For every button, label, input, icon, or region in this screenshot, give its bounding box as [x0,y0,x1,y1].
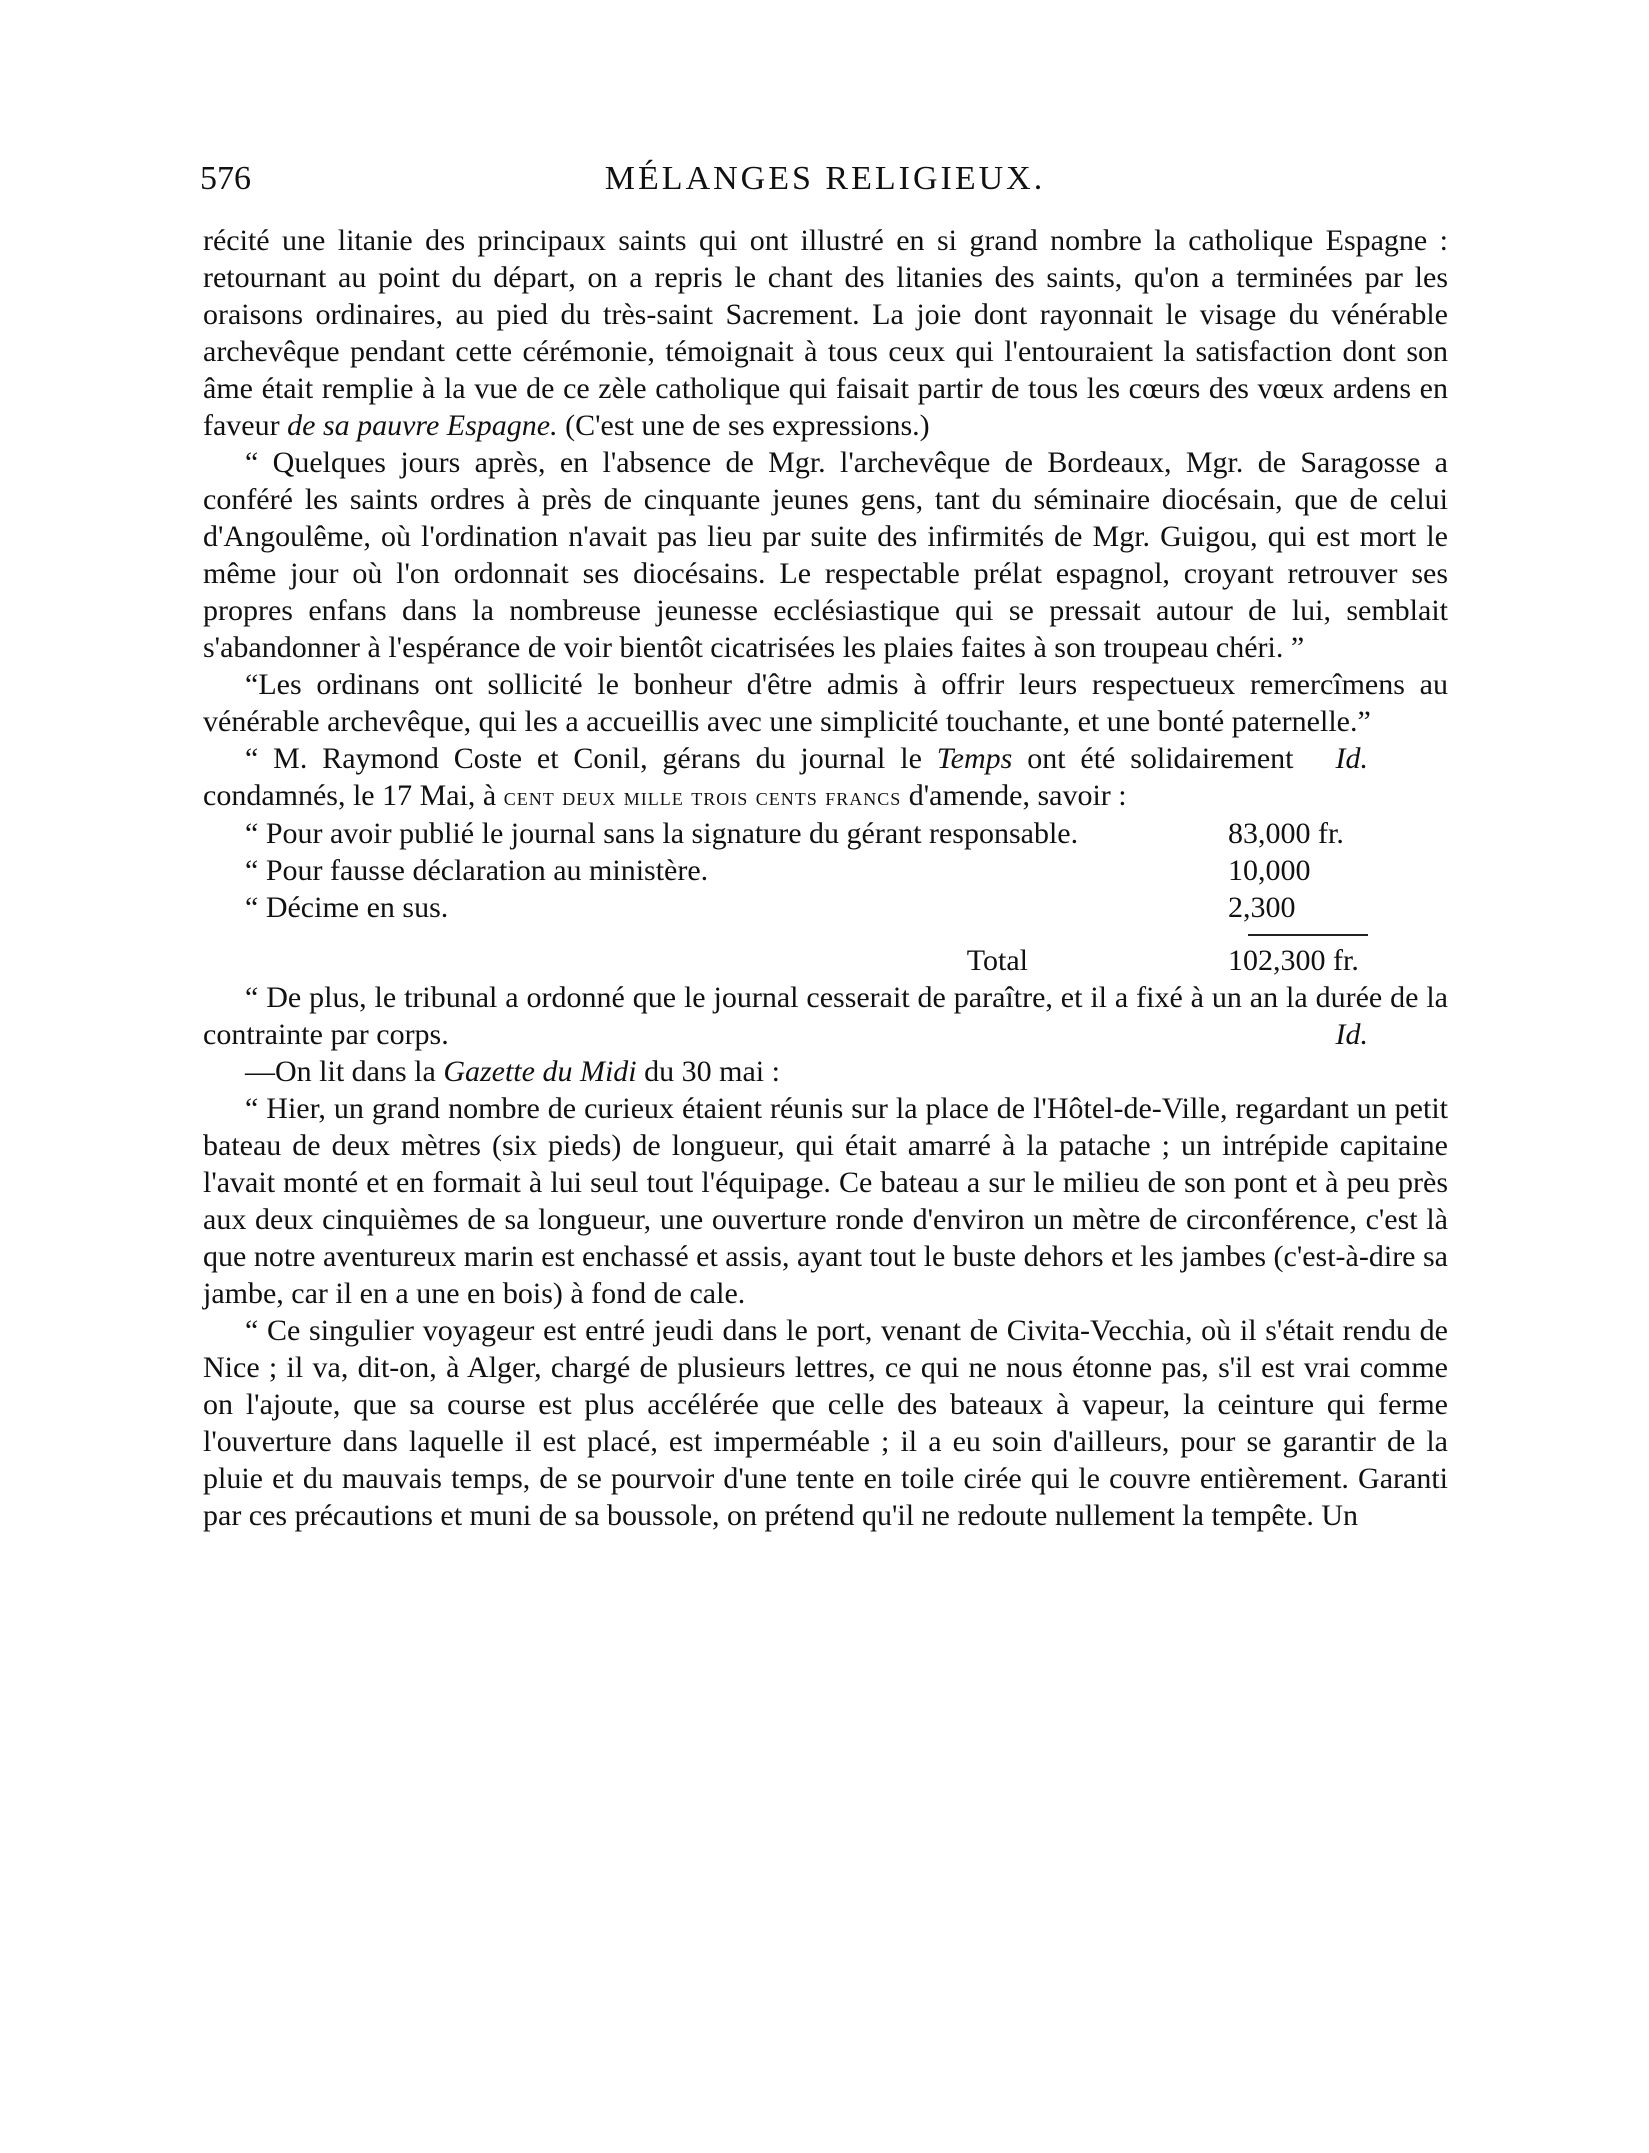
paragraph-fine: “ M. Raymond Coste et Conil, gérans du journal le Temps ont été solidairement condamnés, le 17 Mai, à cent deux mille trois cents francs d'amende, savoir : [203,742,1294,812]
fine-row [203,815,1448,852]
source-citation: Id. [1335,742,1368,775]
paragraph-gazette-intro: —On lit dans la Gazette du Midi du 30 mai : [245,1055,780,1088]
total-label: Total [966,944,1028,977]
paragraph-boat: “ Hier, un grand nombre de curieux étaient réunis sur la place de l'Hôtel-de-Ville, regardant un petit bateau de deux mètres (six pieds) de longueur, qui était amarré à la patache ; un intrépide capitaine l'avait monté et en formait à lui seul tout l'équipage. Ce bateau a sur le milieu de son pont et à peu près aux deux cinquièmes de sa longueur, une ouverture ronde d'environ un mètre de circonférence, c'est là que notre aventureux marin est enchassé et assis, ayant tout le buste dehors et les jambes (c'est-à-dire sa jambe, car il en a une en bois) à fond de cale. [203,1092,1448,1310]
paragraph-court-order: “ De plus, le tribunal a ordonné que le journal cesserait de paraître, et il a fixé à un an la durée de la contrainte par corps. Id. [203,981,1448,1051]
paragraph-voyager: “ Ce singulier voyageur est entré jeudi dans le port, venant de Civita-Vecchia, où il s'était rendu de Nice ; il va, dit-on, à Alger, chargé de plusieurs lettres, ce qui ne nous étonne pas, s'il est vrai comme on l'ajoute, que sa course est plus accélérée que celle des bateaux à vapeur, la ceinture qui ferme l'ouverture dans laquelle il est placé, est imperméable ; il a eu soin d'ailleurs, pour se garantir de la pluie et du mauvais temps, de se pourvoir d'une tente en toile cirée qui le couvre entièrement. Garanti par ces précautions et muni de sa boussole, on prétend qu'il ne redoute nullement la tempête. Un [203,1314,1448,1532]
gazette-name: Gazette du Midi [443,1055,637,1088]
page-number: 576 [200,160,251,197]
fine-table [203,815,1448,979]
total-amount: 102,300 fr. [1228,944,1359,977]
fine-label: “ Décime en sus. [245,891,449,924]
sum-rule [1248,934,1368,936]
page-header [200,160,1450,210]
total-row [203,942,1448,979]
running-title: MÉLANGES RELIGIEUX. [604,160,1046,197]
fine-row [203,852,1448,889]
paragraph-litany: récité une litanie des principaux saints qui ont illustré en si grand nombre la catholique Espagne : retournant au point du départ, on a repris le chant des litanies des saints, qu'on a terminées par les oraisons ordinaires, au pied du très-saint Sacrement. La joie dont rayonnait le visage du vénérable archevêque pendant cette cérémonie, témoignait à tous ceux qui l'entouraient la satisfaction dont son âme était remplie à la vue de ce zèle catholique qui faisait partir de tous les cœurs des vœux ardens en faveur de sa pauvre Espagne. (C'est une de ses expressions.) [203,224,1448,442]
text-body [203,222,1448,1534]
fine-amount-words: cent deux mille trois cents francs [503,782,902,811]
source-citation: Id. [1335,1018,1368,1051]
fine-amount: 10,000 [1228,854,1311,887]
fine-label: “ Pour avoir publié le journal sans la signature du gérant responsable. [245,817,1079,850]
paragraph-thanks: “Les ordinans ont sollicité le bonheur d'être admis à offrir leurs respectueux remercîmens au vénérable archevêque, qui les a accueillis avec une simplicité touchante, et une bonté paternelle.” Id. [203,668,1448,775]
italic-phrase: de sa pauvre Espagne. [287,409,558,442]
paragraph-ordination: “ Quelques jours après, en l'absence de Mgr. l'archevêque de Bordeaux, Mgr. de Saragosse a conféré les saints ordres à près de cinquante jeunes gens, tant du séminaire diocésain, que de celui d'Angoulême, où l'ordination n'avait pas lieu par suite des infirmités de Mgr. Guigou, qui est mort le même jour où l'on ordonnait ses diocésains. Le respectable prélat espagnol, croyant retrouver ses propres enfans dans la nombreuse jeunesse ecclésiastique qui se pressait autour de lui, semblait s'abandonner à l'espérance de voir bientôt cicatrisées les plaies faites à son troupeau chéri. ” [203,446,1448,664]
fine-amount: 83,000 fr. [1228,817,1344,850]
fine-amount: 2,300 [1228,891,1296,924]
journal-name: Temps [936,742,1013,775]
fine-row [203,889,1448,926]
fine-label: “ Pour fausse déclaration au ministère. [245,854,709,887]
